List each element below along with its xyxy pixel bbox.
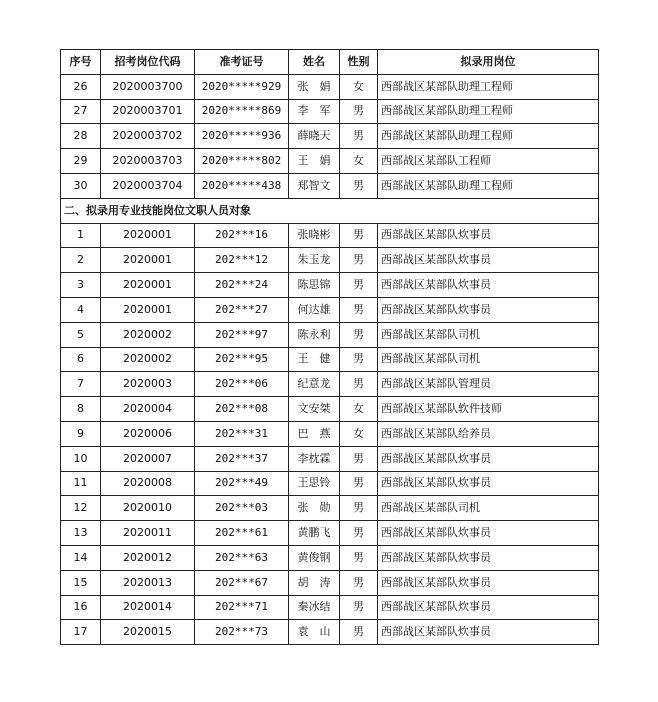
cell-seq: 1 [61,223,101,248]
header-post-code: 招考岗位代码 [101,50,195,75]
cell-post-code: 2020004 [101,397,195,422]
cell-name: 张 娟 [289,74,340,99]
table-row [61,421,599,446]
cell-gender: 男 [340,595,378,620]
cell-seq: 4 [61,297,101,322]
cell-seq: 9 [61,421,101,446]
cell-name: 王 健 [289,347,340,372]
cell-exam-no: 202***63 [195,545,289,570]
cell-post-code: 2020003702 [101,124,195,149]
table-row [61,347,599,372]
cell-post-code: 2020002 [101,322,195,347]
cell-gender: 女 [340,74,378,99]
cell-exam-no: 202***31 [195,421,289,446]
section-row [61,198,599,223]
cell-seq: 2 [61,248,101,273]
cell-post-code: 2020001 [101,248,195,273]
cell-post-code: 2020003 [101,372,195,397]
cell-position: 西部战区某部队炊事员 [378,521,599,546]
cell-position: 西部战区某部队司机 [378,322,599,347]
cell-position: 西部战区某部队炊事员 [378,248,599,273]
table-row [61,149,599,174]
cell-seq: 3 [61,273,101,298]
cell-name: 郑智文 [289,173,340,198]
cell-exam-no: 202***27 [195,297,289,322]
cell-gender: 男 [340,273,378,298]
cell-name: 何达雄 [289,297,340,322]
cell-gender: 女 [340,421,378,446]
cell-position: 西部战区某部队给养员 [378,421,599,446]
cell-exam-no: 202***16 [195,223,289,248]
cell-gender: 男 [340,297,378,322]
table-header-row [61,50,599,75]
cell-exam-no: 202***71 [195,595,289,620]
cell-seq: 17 [61,620,101,645]
table-row [61,471,599,496]
cell-gender: 男 [340,99,378,124]
cell-position: 西部战区某部队司机 [378,347,599,372]
cell-position: 西部战区某部队助理工程师 [378,74,599,99]
cell-exam-no: 202***12 [195,248,289,273]
cell-exam-no: 2020*****936 [195,124,289,149]
cell-post-code: 2020010 [101,496,195,521]
cell-position: 西部战区某部队炊事员 [378,545,599,570]
cell-exam-no: 2020*****869 [195,99,289,124]
table-row [61,124,599,149]
cell-gender: 男 [340,545,378,570]
cell-seq: 8 [61,397,101,422]
cell-position: 西部战区某部队助理工程师 [378,99,599,124]
cell-exam-no: 2020*****929 [195,74,289,99]
cell-exam-no: 2020*****802 [195,149,289,174]
cell-position: 西部战区某部队司机 [378,496,599,521]
cell-name: 陈永利 [289,322,340,347]
cell-seq: 30 [61,173,101,198]
cell-position: 西部战区某部队炊事员 [378,446,599,471]
cell-exam-no: 202***03 [195,496,289,521]
table-row [61,322,599,347]
cell-post-code: 2020006 [101,421,195,446]
header-name: 姓名 [289,50,340,75]
header-seq: 序号 [61,50,101,75]
cell-name: 张晓彬 [289,223,340,248]
table-row [61,521,599,546]
table-row [61,297,599,322]
table-row [61,223,599,248]
table-row [61,446,599,471]
cell-exam-no: 202***95 [195,347,289,372]
cell-post-code: 2020001 [101,273,195,298]
cell-seq: 28 [61,124,101,149]
cell-gender: 男 [340,521,378,546]
cell-post-code: 2020003704 [101,173,195,198]
cell-exam-no: 202***49 [195,471,289,496]
cell-exam-no: 202***73 [195,620,289,645]
cell-gender: 男 [340,124,378,149]
cell-name: 文安桀 [289,397,340,422]
header-gender: 性别 [340,50,378,75]
cell-post-code: 2020014 [101,595,195,620]
cell-name: 纪意龙 [289,372,340,397]
cell-gender: 男 [340,223,378,248]
table-row [61,99,599,124]
cell-position: 西部战区某部队炊事员 [378,595,599,620]
cell-seq: 5 [61,322,101,347]
table-row [61,545,599,570]
cell-gender: 男 [340,570,378,595]
cell-post-code: 2020015 [101,620,195,645]
cell-gender: 女 [340,149,378,174]
cell-seq: 6 [61,347,101,372]
cell-seq: 14 [61,545,101,570]
cell-post-code: 2020003703 [101,149,195,174]
cell-position: 西部战区某部队软件技师 [378,397,599,422]
cell-post-code: 2020008 [101,471,195,496]
cell-gender: 男 [340,471,378,496]
cell-name: 薛晓天 [289,124,340,149]
header-position: 拟录用岗位 [378,50,599,75]
cell-seq: 29 [61,149,101,174]
cell-exam-no: 202***08 [195,397,289,422]
cell-exam-no: 202***97 [195,322,289,347]
table-row [61,273,599,298]
table-row [61,570,599,595]
table-row [61,372,599,397]
table-row [61,496,599,521]
cell-gender: 男 [340,620,378,645]
cell-position: 西部战区某部队炊事员 [378,223,599,248]
cell-post-code: 2020003701 [101,99,195,124]
table-row [61,397,599,422]
cell-name: 李 军 [289,99,340,124]
cell-gender: 女 [340,397,378,422]
cell-exam-no: 202***06 [195,372,289,397]
cell-gender: 男 [340,322,378,347]
table-row [61,173,599,198]
cell-name: 胡 涛 [289,570,340,595]
cell-name: 陈思锦 [289,273,340,298]
cell-seq: 15 [61,570,101,595]
cell-gender: 男 [340,248,378,273]
cell-exam-no: 202***67 [195,570,289,595]
cell-position: 西部战区某部队炊事员 [378,273,599,298]
cell-position: 西部战区某部队炊事员 [378,570,599,595]
cell-position: 西部战区某部队工程师 [378,149,599,174]
cell-exam-no: 202***61 [195,521,289,546]
cell-seq: 10 [61,446,101,471]
cell-post-code: 2020013 [101,570,195,595]
table-row [61,248,599,273]
section-title: 二、拟录用专业技能岗位文职人员对象 [61,198,599,223]
cell-gender: 男 [340,372,378,397]
cell-name: 秦冰结 [289,595,340,620]
table-row [61,595,599,620]
cell-position: 西部战区某部队炊事员 [378,620,599,645]
table-body [61,74,599,644]
cell-name: 巴 燕 [289,421,340,446]
cell-name: 朱玉龙 [289,248,340,273]
cell-seq: 13 [61,521,101,546]
cell-position: 西部战区某部队助理工程师 [378,173,599,198]
cell-name: 黄鹏飞 [289,521,340,546]
cell-position: 西部战区某部队助理工程师 [378,124,599,149]
cell-name: 张 勋 [289,496,340,521]
cell-name: 黄俊钢 [289,545,340,570]
cell-seq: 26 [61,74,101,99]
cell-name: 王思铃 [289,471,340,496]
cell-post-code: 2020007 [101,446,195,471]
cell-seq: 12 [61,496,101,521]
cell-exam-no: 2020*****438 [195,173,289,198]
cell-post-code: 2020001 [101,297,195,322]
cell-gender: 男 [340,347,378,372]
cell-name: 李枕霖 [289,446,340,471]
cell-post-code: 2020003700 [101,74,195,99]
recruitment-table [60,49,599,645]
cell-seq: 11 [61,471,101,496]
table-row [61,620,599,645]
cell-gender: 男 [340,446,378,471]
cell-post-code: 2020002 [101,347,195,372]
cell-name: 袁 山 [289,620,340,645]
cell-position: 西部战区某部队炊事员 [378,471,599,496]
cell-name: 王 娟 [289,149,340,174]
cell-post-code: 2020012 [101,545,195,570]
cell-gender: 男 [340,496,378,521]
cell-post-code: 2020011 [101,521,195,546]
cell-seq: 16 [61,595,101,620]
cell-position: 西部战区某部队管理员 [378,372,599,397]
cell-exam-no: 202***24 [195,273,289,298]
header-exam-no: 准考证号 [195,50,289,75]
cell-seq: 7 [61,372,101,397]
cell-seq: 27 [61,99,101,124]
table-row [61,74,599,99]
cell-post-code: 2020001 [101,223,195,248]
cell-position: 西部战区某部队炊事员 [378,297,599,322]
cell-gender: 男 [340,173,378,198]
cell-exam-no: 202***37 [195,446,289,471]
